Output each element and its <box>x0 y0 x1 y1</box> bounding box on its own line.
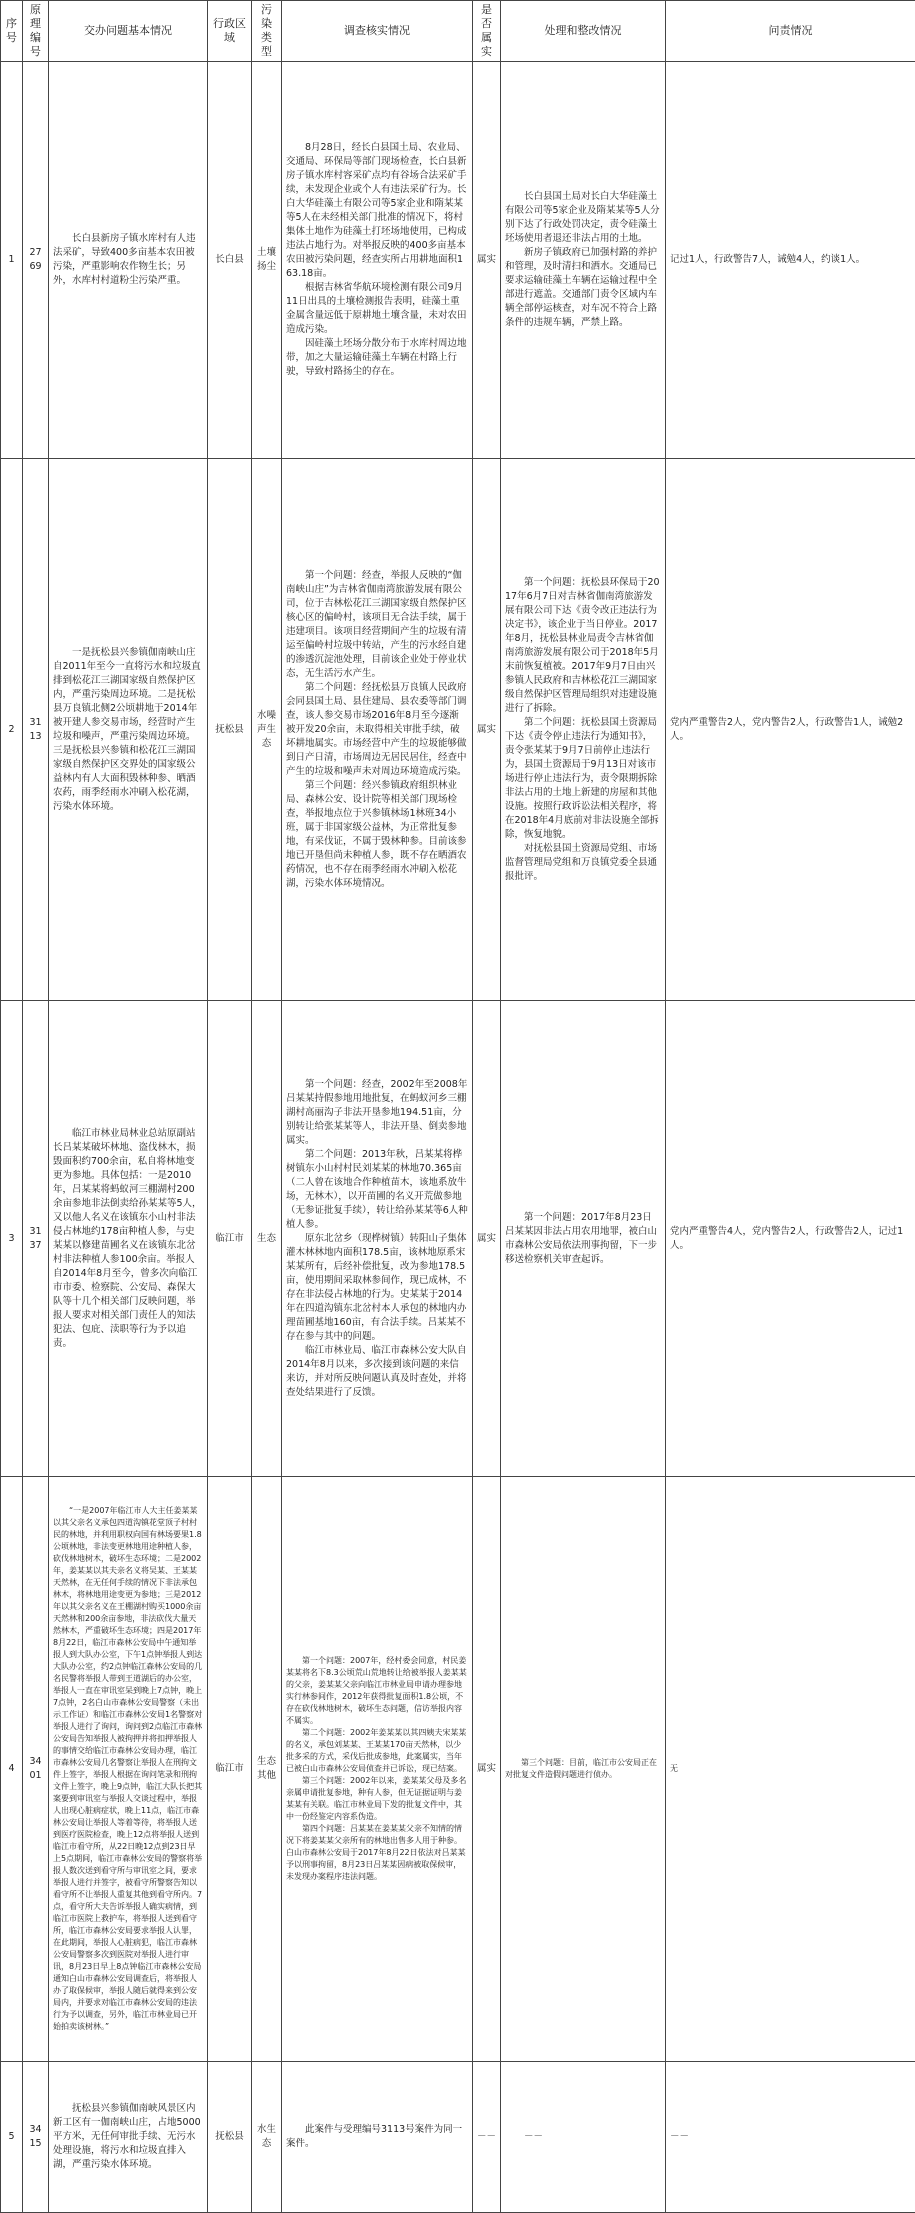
cell-investigation <box>282 1001 473 1477</box>
cell-type: 水生态 <box>252 2062 282 2213</box>
paragraph: 第一个问题：经查，举报人反映的“伽南峡山庄”为吉林省伽南湾旅游发展有限公司，位于吉林松花江三湖国家级自然保护区核心区的偏岭村，该项目无合法手续，属于违建项目。该项目经营期间产生的垃圾有清运至偏岭村垃圾中转站，产生的污水经自建的渗透沉淀池处理，目前该企业处于停业状态，无生活污水产生。 <box>286 569 468 681</box>
cell-code: 3137 <box>23 1001 49 1477</box>
cell-investigation <box>282 1477 473 2062</box>
table-row <box>1 459 915 1001</box>
cell-code: 3113 <box>23 459 49 1001</box>
cell-code: 3401 <box>23 1477 49 2062</box>
cell-investigation <box>282 2062 473 2213</box>
cell-seq: 1 <box>1 62 23 459</box>
cell-verdict: 属实 <box>473 62 501 459</box>
header-type: 污染类型 <box>252 1 282 62</box>
paragraph: 原东北岔乡（现桦树镇）转阳山子集体灌木林林地内面积178.5亩，该林地原系宋某某所有，后经补偿批复，改为参地178.5亩，使用期间采取林参间作，现已成林，不存在非法侵占林地的行为。史某某于2014年在四道沟镇东北岔村本人承包的林地内办理苗圃基地160亩，有合法手续。吕某某不存在参与其中的问题。 <box>286 1232 468 1344</box>
cell-accountability: 记过1人，行政警告7人，诫勉4人，约谈1人。 <box>666 62 915 459</box>
paragraph: 第一个问题：经查，2002年至2008年吕某某持假参地用地批复，在蚂蚁河乡三棚湖村高丽沟子非法开垦参地194.51亩，分别转让给张某某等人，非法开垦、倒卖参地属实。 <box>286 1078 468 1148</box>
paragraph: 第三个问题：经兴参镇政府组织林业局、森林公安、设计院等相关部门现场检查，举报地点位于兴参镇林场1林班34小班，属于非国家级公益林，为正常批复参地，有采伐证，不属于毁林种参。目前该参地已开垦但尚未种植人参，既不存在晒酒农药情况，也不存在雨季经雨水冲刷入松花湖，污染水体环境情况。 <box>286 779 468 891</box>
cell-issue <box>49 459 208 1001</box>
cell-code: 3415 <box>23 2062 49 2213</box>
cell-issue <box>49 2062 208 2213</box>
paragraph: 新房子镇政府已加强村路的养护和管理，及时清扫和洒水。交通局已要求运输硅藻土车辆在运输过程中全部进行遮盖。交通部门责令区域内车辆全部停运核查，对车况不符合上路条件的违规车辆，严禁上路。 <box>505 246 661 330</box>
cell-verdict: －－ <box>473 2062 501 2213</box>
header-code: 原理编号 <box>23 1 49 62</box>
cell-region: 抚松县 <box>208 2062 252 2213</box>
header-handling: 处理和整改情况 <box>501 1 666 62</box>
cell-investigation <box>282 62 473 459</box>
table-row <box>1 1001 915 1477</box>
cell-accountability: 党内严重警告2人，党内警告2人，行政警告1人，诫勉2人。 <box>666 459 915 1001</box>
paragraph: 临江市林业局、临江市森林公安大队自2014年8月以来，多次接到该问题的来信来访，并对所反映问题认真及时查处，并将查处结果进行了反馈。 <box>286 1344 468 1400</box>
cell-seq: 5 <box>1 2062 23 2213</box>
cell-type: 土壤扬尘 <box>252 62 282 459</box>
header-verdict: 是否属实 <box>473 1 501 62</box>
cell-accountability: －－ <box>666 2062 915 2213</box>
cell-seq: 2 <box>1 459 23 1001</box>
paragraph: 抚松县兴参镇伽南峡风景区内新工区有一伽南峡山庄，占地5000平方米，无任何审批手续、无污水处理设施，将污水和垃圾直排入湖，严重污染水体环境。 <box>53 2102 203 2172</box>
cell-handling <box>501 1477 666 2062</box>
cell-type: 生态其他 <box>252 1477 282 2062</box>
table-row <box>1 1477 915 2062</box>
header-row <box>1 1 915 62</box>
cell-type: 生态 <box>252 1001 282 1477</box>
cell-seq: 4 <box>1 1477 23 2062</box>
header-region: 行政区域 <box>208 1 252 62</box>
paragraph: 第四个问题：吕某某在姜某某父亲不知情的情况下将姜某某父亲所有的林地出售多人用于种参。白山市森林公安局于2017年8月22日依法对吕某某予以刑事拘留，8月23日吕某某因病被取保候审，未发现办案程序违法问题。 <box>286 1823 468 1883</box>
paragraph: －－ <box>505 2130 661 2144</box>
paragraph: 8月28日，经长白县国土局、农业局、交通局、环保局等部门现场检查，长白县新房子镇水库村容采矿点均有谷场合法采矿手续，未发现企业或个人有违法采矿行为。长白大华硅藻土有限公司等5家企业和隋某某等5人在未经相关部门批准的情况下，将村集体土地作为硅藻土打坯场地使用，已构成违法占地行为。对举报反映的400多亩基本农田被污染问题，经查实所占用耕地面积163.18亩。 <box>286 141 468 281</box>
cell-accountability: 无 <box>666 1477 915 2062</box>
paragraph: 长白县新房子镇水库村有人违法采矿，导致400多亩基本农田被污染，严重影响农作物生长；另外，水库村村道粉尘污染严重。 <box>53 232 203 288</box>
header-investigation: 调查核实情况 <box>282 1 473 62</box>
paragraph: 第二个问题：经抚松县万良镇人民政府会同县国土局、县住建局、县农委等部门调查，该人参交易市场2016年8月至今逐渐被开发20余亩，未取得相关审批手续，破坏耕地属实。市场经营中产生的垃圾能够做到日产日清，市场周边无居民居住，经查中产生的垃圾和噪声未对周边环境造成污染。 <box>286 681 468 779</box>
cell-accountability: 党内严重警告4人，党内警告2人，行政警告2人，记过1人。 <box>666 1001 915 1477</box>
cell-region: 临江市 <box>208 1477 252 2062</box>
paragraph: “一是2007年临江市人大主任姜某某以其父亲名义承包四道沟镇花堂顶子村村民的林地，并利用职权向国有林场要果1.8公顷林地，非法变更林地用途种植人参，砍伐林地树木，破坏生态环境；二是2002年，姜某某以其夫亲名义将吴某、王某某天然林，在无任何手续的情况下非法承包林木，将林地用途变更为参地；三是2012年以其父亲名义在王棚湖村购买1000余亩天然林和200余亩参地，非法砍伐大量天然林木，严重破坏生态环境；四是2017年8月22日，临江市森林公安局中午通知举报人到大队办公室，下午1点钟举报人到达大队办公室，约2点钟临江森林公安局的几名民警将举报人带到王道湖后的办公室，举报人一直在审讯室呆到晚上7点钟，晚上7点钟，2名白山市森林公安局警察（未出示工作证）和临江市森林公安局1名警察对举报人进行了询问，询问到2点临江市森林公安局告知举报人被拘押并将扣押举报人的事情交给临江市森林公安局办理，临江市森林公安局几名警察让举报人在刑拘文件上签字，举报人根据在询问笔录和刑拘文件上签字，晚上9点钟，临江大队长把其案要到审讯室与举报人交谈过程中，举报人出现心脏病症状，晚上11点，临江市森林公安局让举报人等着等待，将举报人送到医疗医院检查，晚上12点将举报人送到临江市看守所，从22日晚12点到23日早上5点期间，临江市森林公安局的警察将举报人数次送到看守所与审讯室之间，要求举报人进行并签字，被看守所警察告知以看守所不让举报人重复其他到看守所内。7点，看守所大夫告诉举报人确实病情，到临江市医院上救护车，将举报人送到看守所，临江市森林公安局要求举报人认罪，在此期间，举报人心脏病犯，临江市森林公安局警察多次到医院对举报人进行审讯，8月23日早上8点钟临江市森林公安局通知白山市森林公安局调查后，将举报人办了取保候审，举报人随后就得来到公安局内，并要求对临江市森林公安局的违法行为予以调查，另外，临江市林业局已开始拍卖该树林。” <box>53 1505 203 2033</box>
paragraph: 一是抚松县兴参镇伽南峡山庄自2011年至今一直将污水和垃圾直排到松花江三湖国家级自然保护区内，严重污染周边环境。二是抚松县万良镇北侧2公顷耕地于2014年被开建人参交易市场，经营时产生垃圾和噪声，严重污染周边环境。三是抚松县兴参镇和松花江三湖国家级自然保护区交界处的国家级公益林内有人大面积毁林种参、晒酒农药，雨季经雨水冲刷入松花湖，污染水体环境。 <box>53 646 203 814</box>
table-row <box>1 62 915 459</box>
header-seq: 序号 <box>1 1 23 62</box>
paragraph: 此案件与受理编号3113号案件为同一案件。 <box>286 2123 468 2151</box>
cell-handling <box>501 1001 666 1477</box>
paragraph: 临江市林业局林业总站原副站长吕某某破坏林地、盗伐林木，损毁面积约700余亩，私自将林地变更为参地。具体包括：一是2010年，吕某某将蚂蚁河三棚湖村200余亩参地非法倒卖给孙某某等5人，又以他人名义在该镇东小山村非法侵占林地约178亩种植人参，与史某某以修建苗圃名义在该镇东北岔村非法种植人参100余亩。举报人自2014年8月至今，曾多次向临江市市委、检察院、公安局、森保大队等十几个相关部门反映问题，举报人要求对相关部门责任人的知法犯法、包庇、渎职等行为予以追责。 <box>53 1127 203 1351</box>
paragraph: 第二个问题：2002年姜某某以其四姨夫宋某某的名义，承包刘某某、王某某170亩天然林，以少批多采的方式，采伐后批成参地，此案属实，当年已被白山市森林公安局侦查并已诉讼，现已结案。 <box>286 1727 468 1775</box>
cell-region: 长白县 <box>208 62 252 459</box>
cell-handling <box>501 62 666 459</box>
paragraph: 第一个问题：2017年8月23日吕某某因非法占用农用地罪，被白山市森林公安局依法刑事拘留，下一步移送检察机关审查起诉。 <box>505 1211 661 1267</box>
paragraph: 对抚松县国土资源局党组、市场监督管理局党组和万良镇党委全县通报批评。 <box>505 842 661 884</box>
paragraph: 第一个问题：抚松县环保局于2017年6月7日对吉林省伽南湾旅游发展有限公司下达《责令改正违法行为决定书》，该企业于当日停业。2017年8月，抚松县林业局责令吉林省伽南湾旅游发展有限公司于2018年5月末前恢复植被。2017年9月7日由兴参镇人民政府和吉林松花江三湖国家级自然保护区管理局组织对违建设施进行了拆除。 <box>505 576 661 716</box>
header-accountability: 问责情况 <box>666 1 915 62</box>
cell-verdict: 属实 <box>473 1001 501 1477</box>
cell-type: 水噪声生态 <box>252 459 282 1001</box>
cell-verdict: 属实 <box>473 1477 501 2062</box>
paragraph: 根据吉林省华航环境检测有限公司9月11日出具的土壤检测报告表明，硅藻土重金属含量远低于原耕地土壤含量，未对农田造成污染。 <box>286 281 468 337</box>
cell-handling <box>501 2062 666 2213</box>
cell-issue <box>49 1001 208 1477</box>
paragraph: 第二个问题：2013年秋，吕某某将桦树镇东小山村村民刘某某的林地70.365亩（二人曾在该地合作种植苗木，该地系放牛场，无林木），以开苗圃的名义开荒做参地（无参证批复手续），转让给孙某某等6人种植人参。 <box>286 1148 468 1232</box>
cell-region: 临江市 <box>208 1001 252 1477</box>
paragraph: 因硅藻土坯场分散分布于水库村周边地带，加之大量运输硅藻土车辆在村路上行驶，导致村路扬尘的存在。 <box>286 337 468 379</box>
paragraph: 第三个问题：目前，临江市公安局正在对批复文件造假问题进行侦办。 <box>505 1757 661 1781</box>
cell-investigation <box>282 459 473 1001</box>
paragraph: 第二个问题：抚松县国土资源局下达《责令停止违法行为通知书》，责令张某某于9月7日前停止违法行为，县国土资源局于9月13日对该市场进行停止违法行为，责令限期拆除非法占用的土地上新建的房屋和其他设施。按照行政诉讼法相关程序，将在2018年4月底前对非法设施全部拆除，恢复地貌。 <box>505 716 661 842</box>
table-row <box>1 2062 915 2213</box>
cell-issue <box>49 1477 208 2062</box>
cell-region: 抚松县 <box>208 459 252 1001</box>
cell-code: 2769 <box>23 62 49 459</box>
paragraph: 第三个问题：2002年以来，姜某某父母及多名亲属申请批复参地，种有人参，但无证据证明与姜某某有关联。临江市林业局下发的批复文件中，其中一份经鉴定内容系伪造。 <box>286 1775 468 1823</box>
header-issue: 交办问题基本情况 <box>49 1 208 62</box>
cell-seq: 3 <box>1 1001 23 1477</box>
paragraph: 长白县国土局对长白大华硅藻土有限公司等5家企业及隋某某等5人分别下达了行政处罚决定，责令硅藻土坯场使用者退还非法占用的土地。 <box>505 190 661 246</box>
cell-handling <box>501 459 666 1001</box>
paragraph: 第一个问题：2007年，经村委会同意，村民姜某某将名下8.3公顷荒山荒地转让给被举报人姜某某的父亲，姜某某父亲向临江市林业局申请办理参地实行林参间作，2012年获得批复面积1.8公顷，不存在砍伐林地树木，破坏生态问题，信访举报内容不属实。 <box>286 1655 468 1727</box>
cell-issue <box>49 62 208 459</box>
cell-verdict: 属实 <box>473 459 501 1001</box>
